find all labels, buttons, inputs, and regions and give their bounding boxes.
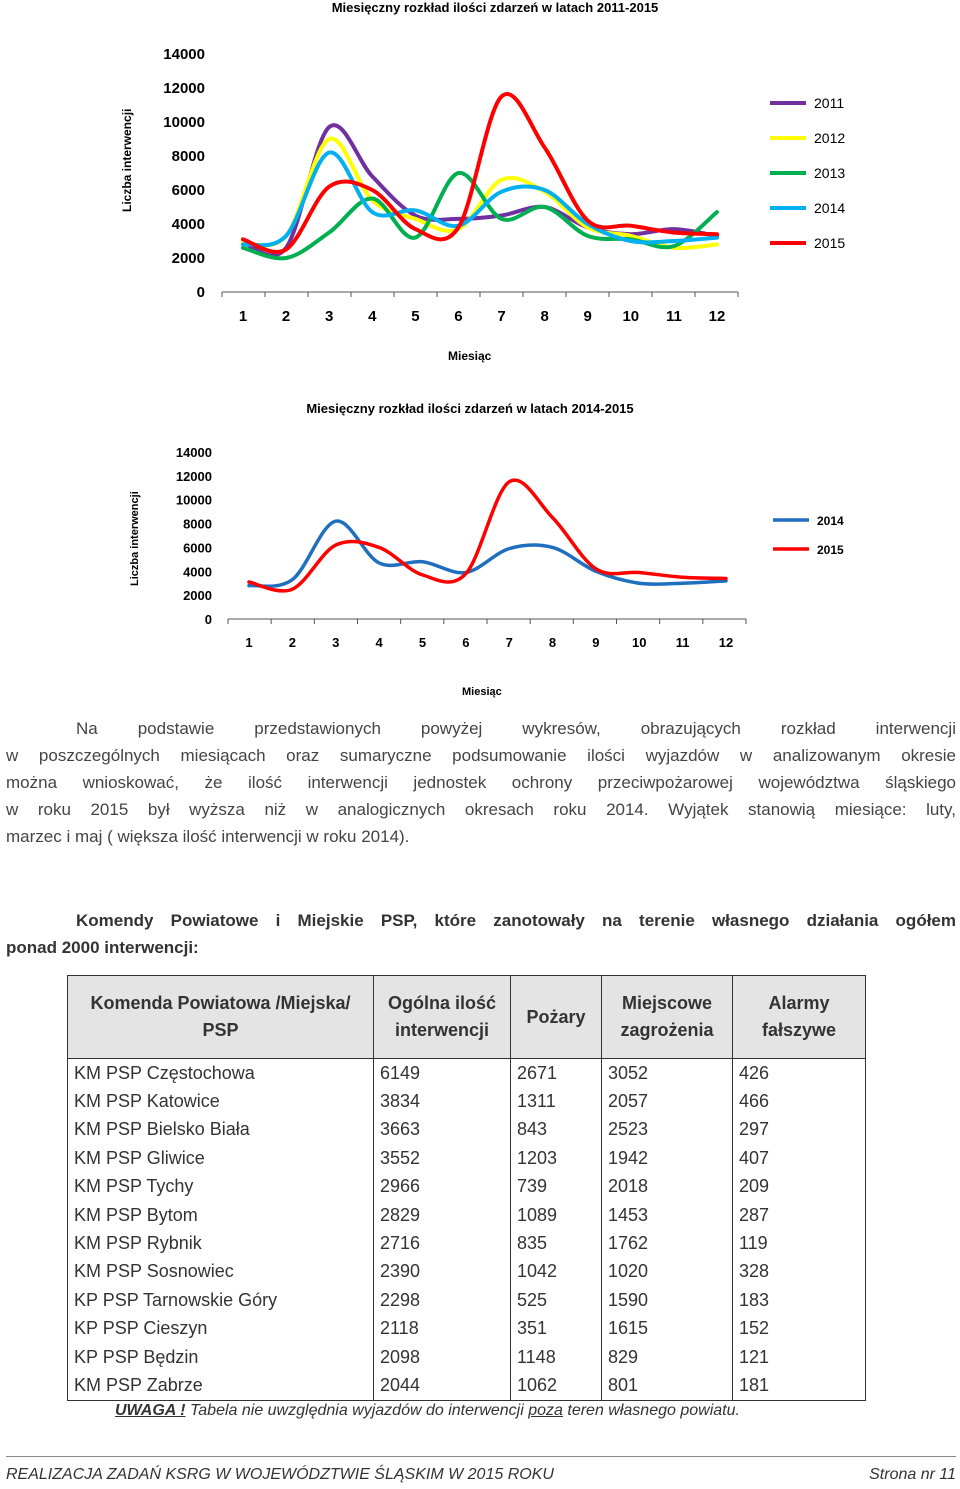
x-tick-label: 8 — [540, 308, 549, 325]
cell-value: 6149 — [374, 1059, 511, 1088]
cell-value: 2044 — [374, 1371, 511, 1400]
cell-value: 1020 — [602, 1258, 733, 1286]
y-tick-label: 0 — [204, 612, 212, 627]
legend-label-2014: 2014 — [817, 514, 844, 528]
cell-value: 121 — [733, 1343, 866, 1371]
y-tick-label: 4000 — [171, 216, 205, 233]
x-tick-label: 6 — [462, 635, 470, 650]
note-text-a: Tabela nie uwzględnia wyjazdów do interwencji — [185, 1402, 529, 1419]
table-body — [68, 1059, 866, 1401]
header-ogolna: Ogólna ilość interwencji — [374, 976, 511, 1059]
x-tick-label: 1 — [245, 635, 253, 650]
y-tick-label: 10000 — [175, 492, 212, 508]
table-row — [68, 1315, 866, 1343]
cell-komenda: KP PSP Tarnowskie Góry — [68, 1286, 374, 1314]
x-tick-label: 4 — [375, 635, 383, 650]
x-tick-label: 12 — [708, 308, 726, 325]
cell-value: 843 — [511, 1116, 602, 1144]
x-tick-label: 5 — [418, 635, 427, 650]
cell-value: 2018 — [602, 1173, 733, 1201]
cell-value: 152 — [733, 1315, 866, 1343]
cell-value: 1148 — [511, 1343, 602, 1371]
cell-komenda: KM PSP Bytom — [68, 1201, 374, 1229]
table-row — [68, 1116, 866, 1144]
table-row — [68, 1201, 866, 1229]
x-tick-label: 5 — [411, 308, 420, 325]
table-row — [68, 1173, 866, 1201]
cell-komenda: KM PSP Częstochowa — [68, 1059, 374, 1088]
x-tick-label: 3 — [332, 635, 340, 650]
paragraph-line-4: w roku 2015 był wyższa niż w analogicznych okresach roku 2014. Wyjątek stanowią miesiące: luty, — [6, 800, 956, 819]
x-tick-label: 3 — [325, 308, 334, 325]
series-line-2013 — [243, 173, 717, 259]
y-tick-label: 10000 — [163, 114, 205, 131]
cell-value: 2716 — [374, 1229, 511, 1257]
cell-value: 2118 — [374, 1315, 511, 1343]
cell-value: 801 — [602, 1371, 733, 1400]
cell-value: 1762 — [602, 1229, 733, 1257]
x-tick-label: 6 — [454, 308, 463, 325]
cell-value: 1042 — [511, 1258, 602, 1286]
x-tick-label: 2 — [288, 635, 296, 650]
cell-value: 1453 — [602, 1201, 733, 1229]
chart2-xlabel: Miesiąc — [462, 686, 502, 698]
cell-value: 835 — [511, 1229, 602, 1257]
cell-komenda: KP PSP Cieszyn — [68, 1315, 374, 1343]
x-tick-label: 10 — [622, 308, 640, 325]
footer-page-number: Strona nr 11 — [869, 1466, 956, 1483]
x-tick-label: 10 — [632, 635, 647, 650]
cell-value: 2966 — [374, 1173, 511, 1201]
cell-komenda: KP PSP Będzin — [68, 1343, 374, 1371]
cell-value: 2390 — [374, 1258, 511, 1286]
chart1-plot — [0, 30, 960, 370]
table-row — [68, 1059, 866, 1088]
note-poza: poza — [528, 1402, 563, 1419]
y-tick-label: 2000 — [183, 588, 212, 604]
heading-line-2: ponad 2000 interwencji: — [6, 938, 199, 957]
paragraph-line-2: w poszczególnych miesiącach oraz sumaryczne podsumowanie ilości wyjazdów w analizowanym okresie — [6, 746, 956, 765]
cell-komenda: KM PSP Bielsko Biała — [68, 1116, 374, 1144]
cell-value: 1089 — [511, 1201, 602, 1229]
chart1-ylabel: Liczba interwencji — [120, 108, 134, 212]
cell-value: 2298 — [374, 1286, 511, 1314]
cell-value: 2829 — [374, 1201, 511, 1229]
table-row — [68, 1087, 866, 1115]
table-row — [68, 1258, 866, 1286]
series-line-2014 — [249, 521, 726, 586]
table-row — [68, 1371, 866, 1400]
x-tick-label: 1 — [238, 308, 248, 325]
x-tick-label: 8 — [548, 635, 557, 650]
cell-komenda: KM PSP Katowice — [68, 1087, 374, 1115]
legend-label-2013: 2013 — [814, 165, 846, 181]
x-tick-label: 4 — [368, 308, 377, 325]
komendy-table — [67, 975, 866, 1401]
table-note — [115, 1402, 740, 1420]
header-miejscowe: Miejscowe zagrożenia — [602, 976, 733, 1059]
table-row — [68, 1144, 866, 1172]
y-tick-label: 12000 — [175, 468, 212, 484]
cell-value: 297 — [733, 1116, 866, 1144]
y-tick-label: 8000 — [171, 148, 205, 165]
cell-value: 2523 — [602, 1116, 733, 1144]
table-header-row — [68, 976, 866, 1059]
cell-value: 2057 — [602, 1087, 733, 1115]
cell-value: 351 — [511, 1315, 602, 1343]
paragraph-line-3: można wnioskować, że ilość interwencji jednostek ochrony przeciwpożarowej województwa śląskiego — [6, 773, 956, 792]
cell-value: 119 — [733, 1229, 866, 1257]
footer-left: REALIZACJA ZADAŃ KSRG W WOJEWÓDZTWIE ŚLĄSKIM W 2015 ROKU — [6, 1466, 554, 1483]
cell-value: 2671 — [511, 1059, 602, 1088]
y-tick-label: 14000 — [175, 445, 212, 460]
cell-value: 1590 — [602, 1286, 733, 1314]
cell-value: 1311 — [511, 1087, 602, 1115]
legend-label-2012: 2012 — [814, 130, 846, 146]
y-tick-label: 6000 — [183, 540, 212, 556]
heading-line-1: Komendy Powiatowe i Miejskie PSP, które zanotowały na terenie własnego działania ogółem — [76, 911, 956, 930]
table-heading — [6, 907, 956, 961]
x-tick-label: 11 — [665, 308, 682, 325]
cell-value: 426 — [733, 1059, 866, 1088]
header-komenda: Komenda Powiatowa /Miejska/ PSP — [68, 976, 374, 1059]
cell-value: 3663 — [374, 1116, 511, 1144]
x-tick-label: 12 — [718, 635, 734, 650]
cell-value: 3052 — [602, 1059, 733, 1088]
paragraph-line-1: Na podstawie przedstawionych powyżej wykresów, obrazujących rozkład interwencji — [76, 719, 956, 738]
y-tick-label: 8000 — [183, 516, 212, 532]
cell-komenda: KM PSP Sosnowiec — [68, 1258, 374, 1286]
cell-value: 183 — [733, 1286, 866, 1314]
y-tick-label: 6000 — [171, 182, 205, 199]
cell-value: 525 — [511, 1286, 602, 1314]
cell-komenda: KM PSP Zabrze — [68, 1371, 374, 1400]
cell-value: 1615 — [602, 1315, 733, 1343]
y-tick-label: 0 — [196, 284, 205, 301]
cell-value: 1203 — [511, 1144, 602, 1172]
cell-komenda: KM PSP Rybnik — [68, 1229, 374, 1257]
chart2-plot — [0, 435, 960, 675]
cell-value: 2098 — [374, 1343, 511, 1371]
x-tick-label: 7 — [505, 635, 513, 650]
x-tick-label: 2 — [281, 308, 291, 325]
cell-komenda: KM PSP Tychy — [68, 1173, 374, 1201]
summary-paragraph — [6, 715, 956, 850]
chart1-xlabel: Miesiąc — [448, 349, 492, 363]
paragraph-line-5: marzec i maj ( większa ilość interwencji w roku 2014). — [6, 827, 410, 846]
x-tick-label: 7 — [497, 308, 506, 325]
x-tick-label: 11 — [675, 635, 690, 650]
legend-label-2015: 2015 — [814, 235, 846, 251]
cell-value: 181 — [733, 1371, 866, 1400]
cell-value: 3834 — [374, 1087, 511, 1115]
chart1-title: Miesięczny rozkład ilości zdarzeń w latach 2011-2015 — [331, 0, 659, 15]
y-tick-label: 14000 — [163, 46, 205, 63]
uwaga-label: UWAGA ! — [115, 1402, 186, 1419]
legend-label-2014: 2014 — [814, 200, 846, 216]
table-row — [68, 1229, 866, 1257]
table-row — [68, 1286, 866, 1314]
cell-value: 1062 — [511, 1371, 602, 1400]
x-tick-label: 9 — [592, 635, 600, 650]
note-text-b: teren własnego powiatu. — [562, 1402, 740, 1419]
chart2-title: Miesięczny rozkład ilości zdarzeń w latach 2014-2015 — [306, 401, 634, 416]
y-tick-label: 2000 — [171, 250, 205, 267]
cell-value: 209 — [733, 1173, 866, 1201]
cell-value: 1942 — [602, 1144, 733, 1172]
legend-label-2015: 2015 — [817, 543, 844, 557]
table-row — [68, 1343, 866, 1371]
cell-komenda: KM PSP Gliwice — [68, 1144, 374, 1172]
y-tick-label: 12000 — [163, 80, 205, 97]
cell-value: 328 — [733, 1258, 866, 1286]
legend-label-2011: 2011 — [814, 95, 845, 111]
x-tick-label: 9 — [583, 308, 592, 325]
chart2-ylabel: Liczba interwencji — [129, 491, 141, 586]
cell-value: 3552 — [374, 1144, 511, 1172]
footer-divider — [6, 1456, 956, 1457]
cell-value: 466 — [733, 1087, 866, 1115]
header-pozary: Pożary — [511, 976, 602, 1059]
cell-value: 287 — [733, 1201, 866, 1229]
header-alarmy: Alarmy fałszywe — [733, 976, 866, 1059]
cell-value: 739 — [511, 1173, 602, 1201]
cell-value: 407 — [733, 1144, 866, 1172]
y-tick-label: 4000 — [183, 564, 212, 580]
cell-value: 829 — [602, 1343, 733, 1371]
